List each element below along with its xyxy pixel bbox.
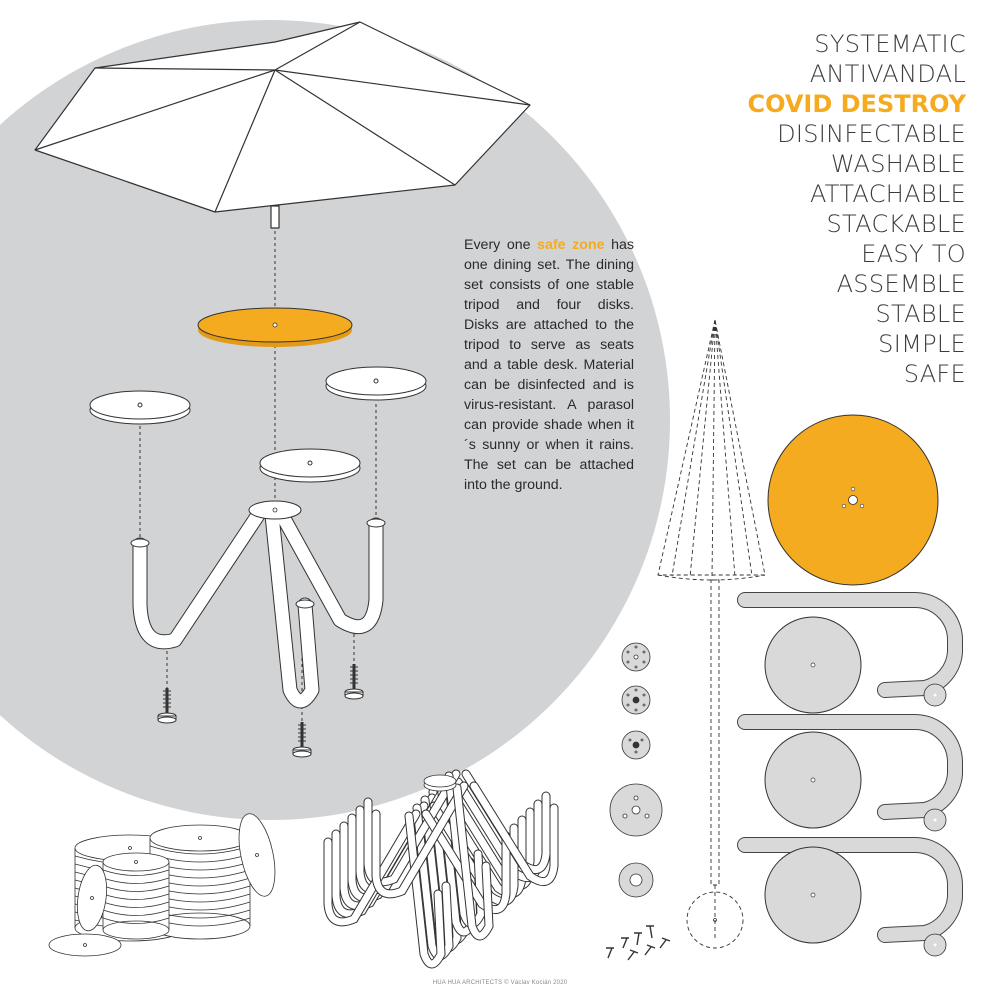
seat-disk-center bbox=[260, 449, 360, 482]
leg-and-seat-set-3 bbox=[745, 845, 955, 956]
keyword-item: WASHABLE bbox=[830, 150, 966, 178]
leg-and-seat-set-2 bbox=[745, 722, 955, 831]
keyword-item: ANTIVANDAL bbox=[809, 60, 966, 88]
folded-parasol-outline bbox=[658, 320, 765, 948]
keyword-item: ATTACHABLE bbox=[809, 180, 966, 208]
description-lead: Every one bbox=[464, 237, 538, 253]
washer-parts bbox=[610, 643, 662, 897]
keyword-item: SYSTEMATIC bbox=[814, 30, 966, 58]
credit-line: HUA HUA ARCHITECTS © Václav Kocián 2020 bbox=[432, 980, 568, 986]
keyword-item: STACKABLE bbox=[826, 210, 966, 238]
keyword-item: SAFE bbox=[903, 360, 966, 388]
table-disk bbox=[198, 308, 352, 347]
keyword-item: SIMPLE bbox=[878, 330, 966, 358]
seat-disk-right bbox=[326, 367, 426, 400]
stacked-disks bbox=[49, 811, 281, 956]
keyword-item-highlight: COVID DESTROY bbox=[747, 90, 966, 118]
keyword-item: ASSEMBLE bbox=[836, 270, 966, 298]
keyword-item: STABLE bbox=[875, 300, 966, 328]
table-disk-top-view bbox=[768, 415, 938, 585]
keyword-item: EASY TO bbox=[861, 240, 966, 268]
leg-and-seat-set-1 bbox=[745, 600, 955, 713]
description-paragraph bbox=[464, 235, 634, 495]
keyword-item: DISINFECTABLE bbox=[777, 120, 966, 148]
safe-zone-highlight: safe zone bbox=[537, 237, 605, 253]
seat-disk-left bbox=[90, 391, 190, 424]
bolts bbox=[606, 926, 670, 960]
description-body: has one dining set. The dining set consists of one stable tripod and four disks. Disks are attached to the tripod to serve as seats and a table desk. Material can be disinfected and is virus-resistant. A parasol can provide shade when it´s sunny or when it rains. The set can be attached into the ground. bbox=[464, 237, 634, 493]
